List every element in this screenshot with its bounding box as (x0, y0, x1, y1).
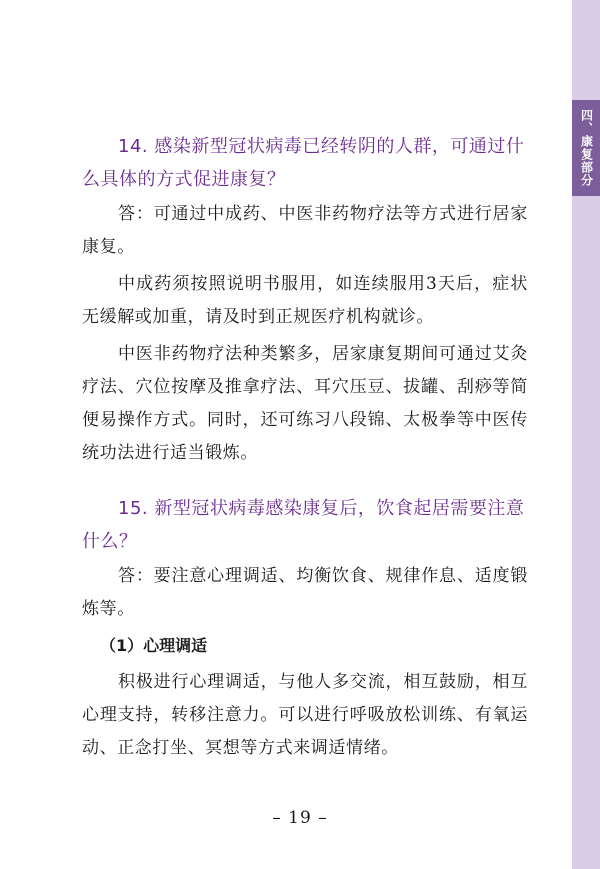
chapter-tab-label: 四、康复部分 (572, 100, 600, 196)
page-content (82, 130, 528, 769)
answer-15-paragraph: 答：要注意心理调适、均衡饮食、规律作息、适度锻炼等。 (82, 566, 528, 619)
question-14-heading: 14. 感染新型冠状病毒已经转阴的人群，可通过什么具体的方式促进康复？ (82, 136, 525, 190)
side-tab (572, 0, 600, 869)
paragraph-patent-medicine: 中成药须按照说明书服用，如连续服用3天后，症状无缓解或加重，请及时到正规医疗机构就诊。 (82, 274, 528, 327)
page-number: – 19 – (272, 808, 328, 828)
subheading-psychological-adjustment: （1）心理调适 (100, 636, 208, 655)
answer-14-paragraph: 答：可通过中成药、中医非药物疗法等方式进行居家康复。 (82, 204, 528, 257)
paragraph-psychological-adjustment: 积极进行心理调适，与他人多交流，相互鼓励，相互心理支持，转移注意力。可以进行呼吸放松训练、有氧运动、正念打坐、冥想等方式来调适情绪。 (82, 672, 528, 758)
question-15-heading: 15. 新型冠状病毒感染康复后，饮食起居需要注意什么？ (82, 498, 525, 552)
paragraph-non-drug-therapy: 中医非药物疗法种类繁多，居家康复期间可通过艾灸疗法、穴位按摩及推拿疗法、耳穴压豆、拔罐、刮痧等简便易操作方式。同时，还可练习八段锦、太极拳等中医传统功法进行适当锻炼。 (82, 344, 528, 463)
section-gap (82, 474, 528, 492)
